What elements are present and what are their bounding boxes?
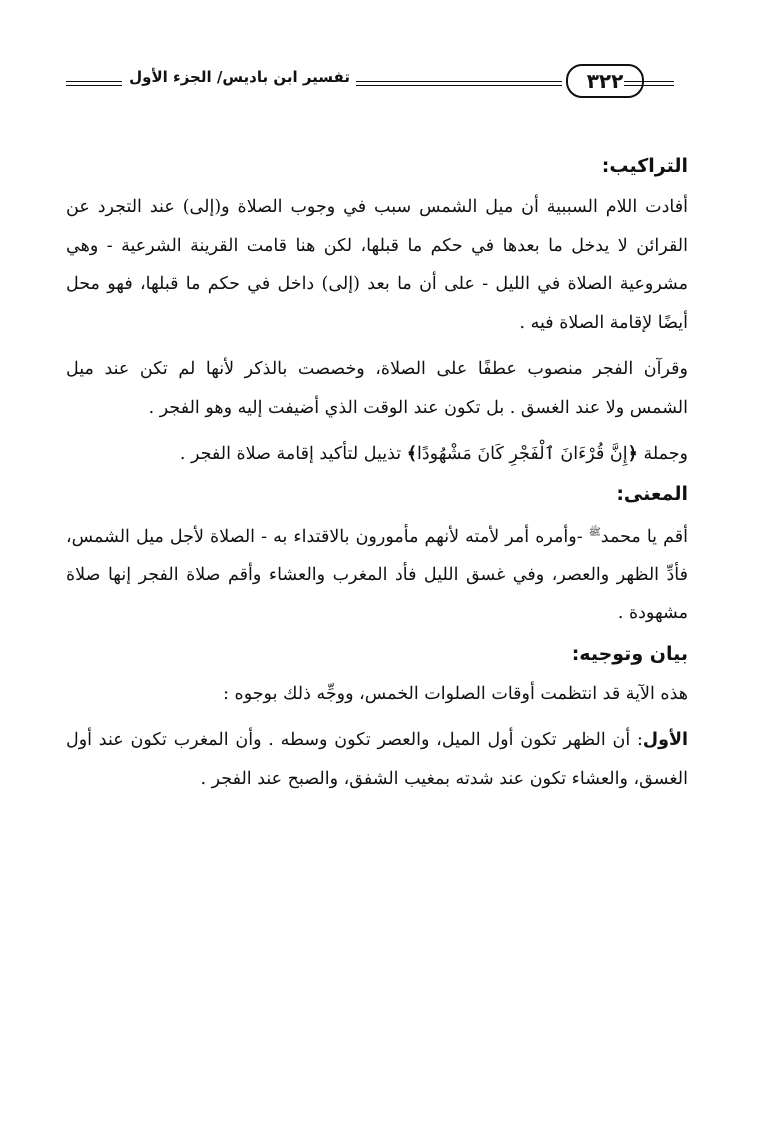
header-rule-middle (356, 81, 562, 86)
page-number: ٣٢٢ (566, 64, 644, 98)
paragraph-tarakib-2: وقرآن الفجر منصوب عطفًا على الصلاة، وخصصت بالذكر لأنها لم تكن عند ميل الشمس ولا عند الغسق . بل تكون عند الوقت الذي أضيفت إليه وهو الفجر . (66, 359, 688, 418)
header-rule-right (624, 81, 674, 86)
paragraph-bayan-1: هذه الآية قد انتظمت أوقات الصلوات الخمس، ووجِّه ذلك بوجوه : (223, 683, 688, 704)
paragraph-lead-word: الأول (642, 730, 688, 751)
paragraph-tarakib-3 (66, 435, 688, 474)
section-heading-bayan: بيان وتوجيه: (571, 642, 688, 665)
paragraph-bayan-2 (66, 721, 688, 798)
text-fragment: أقم يا محمد (600, 526, 688, 547)
pbuh-ligature: ﷺ (588, 526, 601, 538)
section-heading-mana: المعنى: (616, 482, 688, 505)
ornate-bracket-close: ﴾ (406, 444, 418, 464)
header-rule-left (66, 81, 122, 86)
quran-verse: إِنَّ قُرْءَانَ ٱلْفَجْرِ كَانَ مَشْهُودًا (417, 444, 628, 464)
page-content (66, 140, 688, 798)
text-fragment: : أن الظهر تكون أول الميل، والعصر تكون وسطه . وأن المغرب تكون عند أول الغسق، والعشاء تكون عند شدته بمغيب الشفق، والصبح عند الفجر . (66, 730, 688, 789)
paragraph-tarakib-1: أفادت اللام السببية أن ميل الشمس سبب في وجوب الصلاة و(إلى) عند التجرد عن القرائن لا يدخل ما بعدها في حكم ما قبلها، لكن هنا قامت القرينة الشرعية - وهي مشروعية الصلاة في الليل - على أن ما بعد (إلى) داخل في حكم ما قبلها، فهو محل أيضًا لإقامة الصلاة فيه . (66, 197, 688, 333)
paragraph-mana-1 (66, 514, 688, 633)
text-fragment: وجملة (637, 444, 688, 464)
text-fragment: -وأمره أمر لأمته لأنهم مأمورون بالاقتداء به - الصلاة لأجل ميل الشمس، فأدِّ الظهر والعصر، وفي غسق الليل فأد المغرب والعشاء وأقم صلاة الفجر إنها صلاة مشهودة . (66, 526, 688, 624)
text-fragment: تذييل لتأكيد إقامة صلاة الفجر . (179, 444, 407, 464)
page-header (66, 60, 686, 100)
section-heading-tarakib: التراكيب: (601, 155, 688, 177)
running-title: تفسير ابن باديس/ الجزء الأول (129, 68, 350, 86)
ornate-bracket-open: ﴿ (627, 444, 638, 464)
